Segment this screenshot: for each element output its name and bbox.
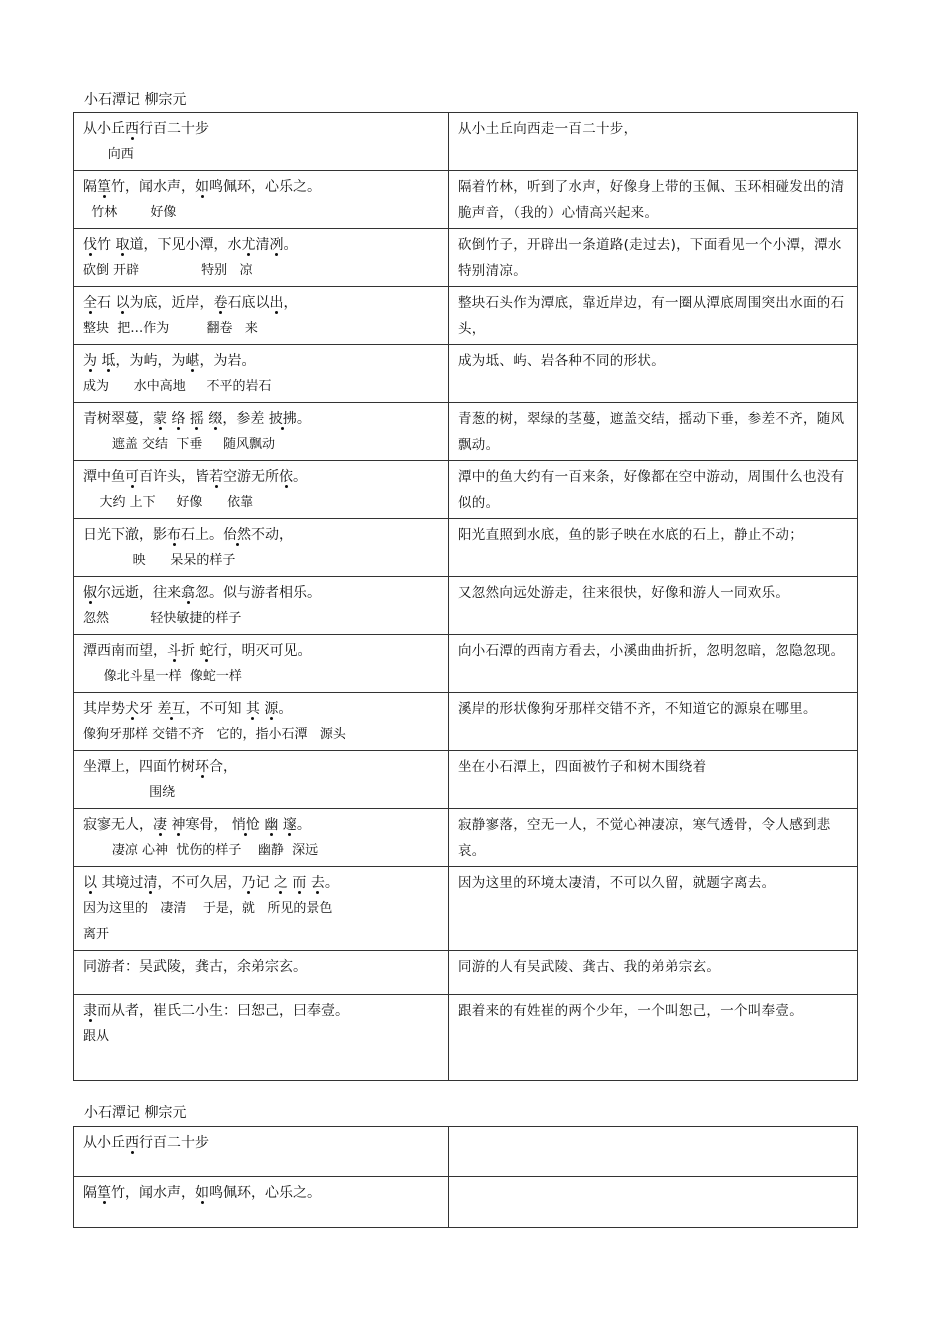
text-segment: 忽。似与游者相乐。	[195, 585, 321, 601]
annotated-word: 乃	[241, 875, 256, 891]
annotated-word: 犬	[125, 701, 139, 717]
word-gloss: 竹林 好像	[83, 205, 177, 220]
original-text-cell	[74, 1127, 449, 1177]
word-gloss: 大约 上下 好像 依靠	[83, 495, 254, 510]
original-text-cell	[74, 951, 449, 995]
text-segment: 日光下澈，影	[83, 527, 167, 543]
text-segment: 道，下见小潭，水	[129, 237, 242, 253]
word-gloss: 映 呆呆的样子	[83, 553, 236, 568]
annotated-word: 缀	[208, 411, 223, 427]
classical-sentence	[83, 954, 440, 980]
annotated-word: 悄怆	[231, 817, 260, 833]
translation-cell: 砍倒竹子，开辟出一条道路(走过去)，下面看见一个小潭，潭水特别清凉。	[449, 229, 858, 287]
word-gloss: 离开	[83, 927, 110, 942]
text-segment: 记	[255, 875, 274, 891]
text-segment: ，为岩。	[199, 353, 256, 369]
text-segment: 行，明灭可见。	[213, 643, 312, 659]
text-segment: 空游无所	[223, 469, 279, 485]
annotated-word: 佁然	[223, 527, 251, 543]
classical-sentence	[83, 1130, 440, 1156]
annotated-word: 隶	[83, 1003, 97, 1019]
original-text-cell	[74, 809, 449, 867]
annotated-word: 披拂	[268, 411, 297, 427]
annotated-word: 络	[171, 411, 186, 427]
text-segment: ，	[283, 295, 298, 311]
original-text-cell	[74, 113, 449, 171]
text-segment: ，不可久居，	[157, 875, 242, 891]
translation-cell: 阳光直照到水底，鱼的影子映在水底的石上，静止不动；	[449, 519, 858, 577]
original-text-cell	[74, 461, 449, 519]
text-segment: 同游者：吴武陵，龚古，余弟宗玄。	[83, 959, 307, 975]
text-segment: 石	[97, 295, 116, 311]
annotated-word: 摇	[189, 411, 204, 427]
text-segment: 寂寥无人，	[83, 817, 153, 833]
annotated-word: 以	[83, 875, 97, 891]
classical-sentence	[83, 870, 440, 896]
annotated-word: 布	[167, 527, 181, 543]
text-segment: 潭中鱼	[83, 469, 125, 485]
original-text-cell	[74, 693, 449, 751]
text-segment: 百许头，皆	[139, 469, 209, 485]
classical-sentence	[83, 522, 440, 548]
annotated-word: 西	[125, 121, 139, 137]
text-segment: 石底以	[227, 295, 270, 311]
original-text-cell	[74, 287, 449, 345]
translation-cell	[449, 1127, 858, 1177]
word-gloss: 因为这里的 凄清 于是，就 所见的景色	[83, 901, 333, 916]
text-segment: 。	[324, 875, 339, 891]
exercise-table	[73, 1126, 858, 1228]
original-text-cell	[74, 519, 449, 577]
text-segment: 。	[296, 817, 311, 833]
annotated-word: 俶	[83, 585, 97, 601]
annotated-word: 出	[269, 295, 284, 311]
translation-cell: 溪岸的形状像狗牙那样交错不齐，不知道它的源泉在哪里。	[449, 693, 858, 751]
annotated-word: 凄	[153, 817, 167, 833]
text-segment: 。	[283, 237, 298, 253]
original-text-cell	[74, 403, 449, 461]
original-text-cell	[74, 635, 449, 693]
table-row	[74, 287, 858, 345]
translation-cell: 跟着来的有姓崔的两个少年，一个叫恕己，一个叫奉壹。	[449, 995, 858, 1081]
annotated-word: 全	[83, 295, 97, 311]
text-segment: 鸣佩环，心乐之。	[209, 1185, 321, 1201]
text-segment: 合，	[209, 759, 237, 775]
annotated-word: 卷	[213, 295, 228, 311]
text-segment: 潭西南而望，	[83, 643, 167, 659]
text-segment: 隔	[83, 1185, 97, 1201]
original-text-cell	[74, 171, 449, 229]
annotated-word: 翕	[181, 585, 195, 601]
table-row	[74, 403, 858, 461]
word-gloss: 像狗牙那样 交错不齐 它的，指小石潭 源头	[83, 727, 346, 742]
annotated-word: 清	[143, 875, 158, 891]
annotated-word: 源	[264, 701, 279, 717]
translation-cell	[449, 1177, 858, 1228]
classical-sentence	[83, 638, 440, 664]
table-row	[74, 751, 858, 809]
annotated-word: 篁	[97, 179, 111, 195]
annotated-word: 篁	[97, 1185, 111, 1201]
text-segment: 竹	[97, 237, 116, 253]
text-segment: 为底，近岸，	[129, 295, 214, 311]
annotated-word: 坻	[101, 353, 116, 369]
translation-table	[73, 112, 858, 1081]
annotated-word: 嵁	[185, 353, 200, 369]
text-segment: 清	[255, 237, 270, 253]
annotated-word: 环	[195, 759, 209, 775]
text-segment: 坐潭上，四面竹树	[83, 759, 195, 775]
table-row	[74, 1177, 858, 1228]
annotated-word: 冽	[269, 237, 284, 253]
annotated-word: 以	[115, 295, 130, 311]
annotated-word: 可	[125, 469, 139, 485]
annotated-word: 尤	[241, 237, 256, 253]
text-segment: 寒骨，	[185, 817, 232, 833]
original-text-cell	[74, 229, 449, 287]
word-gloss: 围绕	[83, 785, 176, 800]
table-row	[74, 1127, 858, 1177]
classical-sentence	[83, 464, 440, 490]
translation-cell: 整块石头作为潭底，靠近岸边，有一圈从潭底周围突出水面的石头，	[449, 287, 858, 345]
original-text-cell	[74, 995, 449, 1081]
text-segment: ，为屿，为	[115, 353, 186, 369]
text-segment: 不动，	[251, 527, 293, 543]
text-segment: 隔	[83, 179, 97, 195]
annotated-word: 其	[245, 701, 260, 717]
classical-sentence	[83, 580, 440, 606]
translation-cell: 因为这里的环境太凄清，不可以久留，就题字离去。	[449, 867, 858, 951]
classical-sentence	[83, 232, 440, 258]
classical-sentence	[83, 998, 440, 1024]
text-segment: 。	[293, 469, 307, 485]
annotated-word: 如	[195, 179, 209, 195]
text-segment: 竹，闻水声，	[111, 1185, 195, 1201]
annotated-word: 邃	[282, 817, 297, 833]
translation-cell: 向小石潭的西南方看去，小溪曲曲折折，忽明忽暗，忽隐忽现。	[449, 635, 858, 693]
table-row	[74, 995, 858, 1081]
table-row	[74, 345, 858, 403]
classical-sentence	[83, 116, 440, 142]
annotated-word: 幽	[264, 817, 279, 833]
table-row	[74, 635, 858, 693]
translation-cell: 成为坻、屿、岩各种不同的形状。	[449, 345, 858, 403]
text-segment: 折	[181, 643, 200, 659]
classical-sentence	[83, 290, 440, 316]
classical-sentence	[83, 348, 440, 374]
translation-cell: 寂静寥落，空无一人，不觉心神凄凉，寒气透骨，令人感到悲哀。	[449, 809, 858, 867]
classical-sentence	[83, 812, 440, 838]
annotated-word: 而	[292, 875, 307, 891]
original-text-cell	[74, 867, 449, 951]
word-gloss: 遮盖 交结 下垂 随风飘动	[83, 437, 275, 452]
classical-sentence	[83, 406, 440, 432]
classical-sentence	[83, 696, 440, 722]
text-segment: 其境过	[97, 875, 144, 891]
word-gloss: 凄凉 心神 忧伤的样子 幽静 深远	[83, 843, 319, 858]
annotated-word: 去	[310, 875, 325, 891]
annotated-word: 斗	[167, 643, 181, 659]
table-row	[74, 809, 858, 867]
annotated-word: 若	[209, 469, 223, 485]
table-row	[74, 951, 858, 995]
table-row	[74, 577, 858, 635]
table-row	[74, 867, 858, 951]
original-text-cell	[74, 577, 449, 635]
text-segment: ，参差	[222, 411, 269, 427]
translation-cell: 青葱的树，翠绿的茎蔓，遮盖交结，摇动下垂，参差不齐，随风飘动。	[449, 403, 858, 461]
translation-cell: 同游的人有吴武陵、龚古、我的弟弟宗玄。	[449, 951, 858, 995]
section1-title: 小石潭记 柳宗元	[84, 92, 187, 108]
annotated-word: 如	[195, 1185, 209, 1201]
text-segment: 尔远逝，往来	[97, 585, 181, 601]
classical-sentence	[83, 174, 440, 200]
annotated-word: 神	[171, 817, 186, 833]
classical-sentence	[83, 1180, 440, 1206]
text-segment: 石上。	[181, 527, 223, 543]
annotated-word: 之	[273, 875, 288, 891]
annotated-word: 蒙	[153, 411, 167, 427]
text-segment: 。	[278, 701, 293, 717]
text-segment: ，不可知	[185, 701, 246, 717]
translation-cell: 潭中的鱼大约有一百来条，好像都在空中游动，周围什么也没有似的。	[449, 461, 858, 519]
translation-cell: 坐在小石潭上，四面被竹子和树木围绕着	[449, 751, 858, 809]
text-segment: 行百二十步	[139, 121, 209, 137]
word-gloss: 像北斗星一样 像蛇一样	[83, 669, 242, 684]
translation-cell: 隔着竹林，听到了水声，好像身上带的玉佩、玉环相碰发出的清脆声音，（我的）心情高兴起来。	[449, 171, 858, 229]
translation-cell: 又忽然向远处游走，往来很快，好像和游人一同欢乐。	[449, 577, 858, 635]
original-text-cell	[74, 751, 449, 809]
word-gloss: 跟从	[83, 1029, 110, 1044]
word-gloss: 整块 把…作为 翻卷 来	[83, 321, 258, 336]
annotated-word: 依	[279, 469, 293, 485]
original-text-cell	[74, 345, 449, 403]
word-gloss: 成为 水中高地 不平的岩石	[83, 379, 272, 394]
annotated-word: 蛇	[199, 643, 214, 659]
translation-cell: 从小土丘向西走一百二十步，	[449, 113, 858, 171]
text-segment: 青树翠蔓，	[83, 411, 153, 427]
annotated-word: 差互	[157, 701, 186, 717]
word-gloss: 砍倒 开辟 特别 凉	[83, 263, 253, 278]
original-text-cell	[74, 1177, 449, 1228]
table-row	[74, 171, 858, 229]
table-row	[74, 519, 858, 577]
text-segment: 行百二十步	[139, 1135, 209, 1151]
word-gloss: 忽然 轻快敏捷的样子	[83, 611, 242, 626]
table-row	[74, 229, 858, 287]
text-segment: 竹，闻水声，	[111, 179, 195, 195]
text-segment: 从小丘	[83, 121, 125, 137]
annotated-word: 为	[83, 353, 97, 369]
table-row	[74, 693, 858, 751]
table-row	[74, 113, 858, 171]
section2-title: 小石潭记 柳宗元	[84, 1105, 187, 1121]
annotated-word: 取	[115, 237, 130, 253]
word-gloss: 向西	[83, 147, 134, 162]
text-segment: 而从者，崔氏二小生：曰恕己，曰奉壹。	[97, 1003, 349, 1019]
text-segment: 牙	[139, 701, 158, 717]
text-segment: 。	[296, 411, 311, 427]
text-segment: 从小丘	[83, 1135, 125, 1151]
annotated-word: 伐	[83, 237, 97, 253]
annotated-word: 西	[125, 1135, 139, 1151]
text-segment: 鸣佩环，心乐之。	[209, 179, 321, 195]
table-row	[74, 461, 858, 519]
text-segment: 其岸势	[83, 701, 125, 717]
classical-sentence	[83, 754, 440, 780]
